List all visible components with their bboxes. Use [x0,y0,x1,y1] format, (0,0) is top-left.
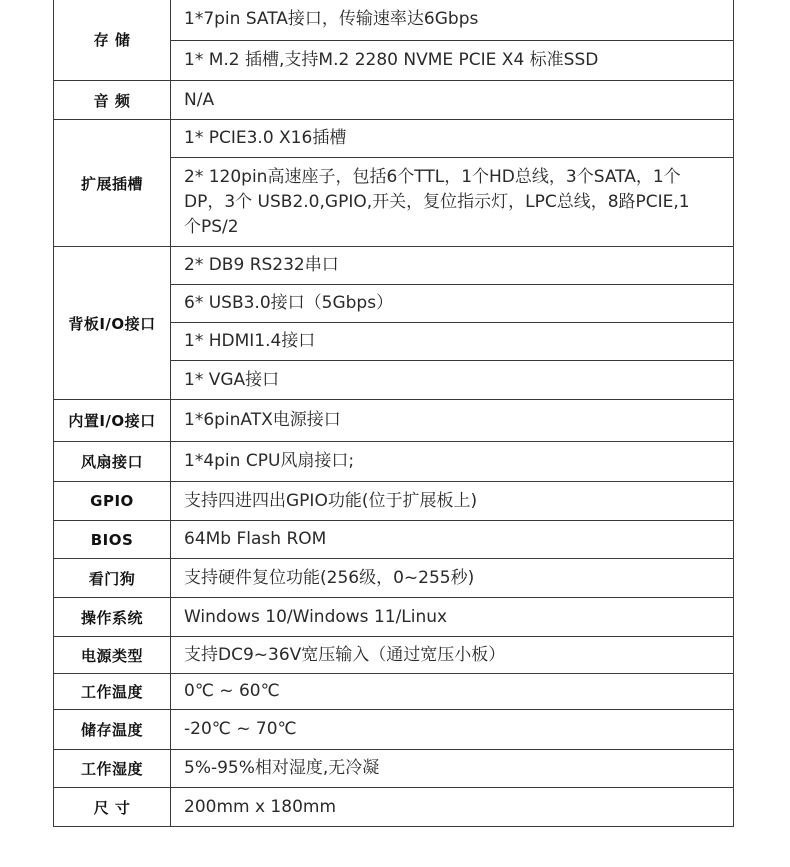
row-value: 1*6pinATX电源接口 [171,400,734,442]
row-label-gpio: GPIO [54,482,171,521]
row-value: N/A [171,81,734,120]
row-label-storage-temp: 储存温度 [54,710,171,750]
row-label-power: 电源类型 [54,637,171,674]
row-value: -20℃ ~ 70℃ [171,710,734,750]
row-label-operating-temp: 工作温度 [54,674,171,710]
row-value: 1*4pin CPU风扇接口; [171,442,734,482]
row-label-dimensions: 尺 寸 [54,788,171,827]
row-value: Windows 10/Windows 11/Linux [171,598,734,637]
row-value: 64Mb Flash ROM [171,521,734,559]
table-row [54,598,734,637]
table-row [54,442,734,482]
row-label-os: 操作系统 [54,598,171,637]
row-value: 2* 120pin高速座子，包括6个TTL，1个HD总线，3个SATA，1个DP，3个 USB2.0,GPIO,开关，复位指示灯，LPC总线，8路PCIE,1个PS/2 [171,158,734,247]
table-row [54,559,734,598]
row-label-storage: 存 储 [54,0,171,81]
row-value: 1* PCIE3.0 X16插槽 [171,120,734,158]
table-row [54,788,734,827]
row-value: 支持硬件复位功能(256级，0~255秒) [171,559,734,598]
row-label-expansion: 扩展插槽 [54,120,171,247]
row-value: 6* USB3.0接口（5Gbps） [171,285,734,323]
row-value: 1* M.2 插槽,支持M.2 2280 NVME PCIE X4 标准SSD [171,41,734,81]
row-value: 0℃ ~ 60℃ [171,674,734,710]
row-value: 支持四进四出GPIO功能(位于扩展板上) [171,482,734,521]
spec-sheet [53,0,734,827]
table-row [54,521,734,559]
table-row [54,710,734,750]
table-row [54,674,734,710]
row-label-humidity: 工作湿度 [54,750,171,788]
row-label-internal-io: 内置I/O接口 [54,400,171,442]
row-value: 1* VGA接口 [171,361,734,400]
row-value: 1* HDMI1.4接口 [171,323,734,361]
row-label-bios: BIOS [54,521,171,559]
table-row [54,482,734,521]
row-label-fan: 风扇接口 [54,442,171,482]
table-row [54,637,734,674]
table-row [54,247,734,285]
table-row [54,400,734,442]
row-value: 支持DC9~36V宽压输入（通过宽压小板） [171,637,734,674]
row-label-watchdog: 看门狗 [54,559,171,598]
row-value: 1*7pin SATA接口，传输速率达6Gbps [171,0,734,41]
spec-table [53,0,734,827]
table-row [54,120,734,158]
row-value: 2* DB9 RS232串口 [171,247,734,285]
row-label-rear-io: 背板I/O接口 [54,247,171,400]
row-label-audio: 音 频 [54,81,171,120]
table-row [54,750,734,788]
table-row [54,0,734,41]
row-value: 200mm x 180mm [171,788,734,827]
table-row [54,81,734,120]
row-value: 5%-95%相对湿度,无冷凝 [171,750,734,788]
